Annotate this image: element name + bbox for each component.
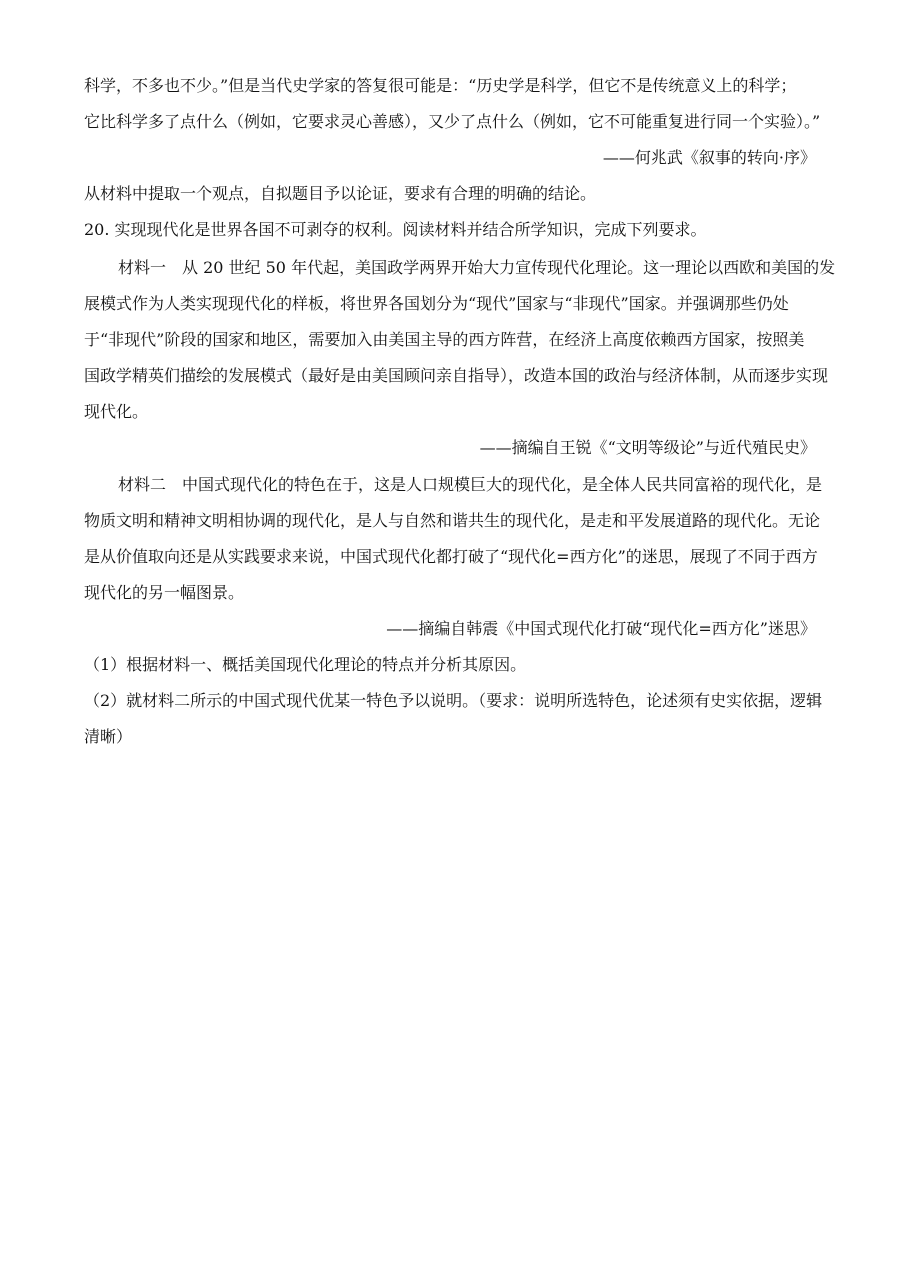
sub-question-2-line-2: 清晰） [84, 727, 133, 746]
material2-line-4: 现代化的另一幅图景。 [84, 583, 245, 602]
material2-line-3: 是从价值取向还是从实践要求来说，中国式现代化都打破了“现代化=西方化”的迷思，展现了不同于西方 [84, 547, 818, 566]
prev-quote-source: ——何兆武《叙事的转向·序》 [602, 148, 816, 167]
sub-question-1: （1）根据材料一、概括美国现代化理论的特点并分析其原因。 [84, 655, 527, 674]
material1-line-5: 现代化。 [84, 402, 149, 421]
material2-line-1: 材料二 中国式现代化的特色在于，这是人口规模巨大的现代化，是全体人民共同富裕的现代化，是 [118, 475, 823, 494]
prev-quote-line-2: 它比科学多了点什么（例如，它要求灵心善感），又少了点什么（例如，它不可能重复进行同一个实验）。” [84, 112, 821, 131]
material1-line-1: 材料一 从 20 世纪 50 年代起，美国政学两界开始大力宣传现代化理论。这一理论以西欧和美国的发 [118, 258, 836, 277]
material1-line-4: 国政学精英们描绘的发展模式（最好是由美国顾问亲自指导），改造本国的政治与经济体制，从而逐步实现 [84, 366, 829, 385]
sub-question-2-line-1: （2）就材料二所示的中国式现代优某一特色予以说明。（要求：说明所选特色，论述须有史实依据，逻辑 [84, 691, 823, 710]
material1-line-3: 于“非现代”阶段的国家和地区，需要加入由美国主导的西方阵营，在经济上高度依赖西方国家，按照美 [84, 330, 805, 349]
material1-source: ——摘编自王锐《“文明等级论”与近代殖民史》 [479, 438, 816, 457]
material1-line-2: 展模式作为人类实现现代化的样板，将世界各国划分为“现代”国家与“非现代”国家。并强调那些仍处 [84, 294, 789, 313]
material2-source: ——摘编自韩震《中国式现代化打破“现代化=西方化”迷思》 [386, 619, 816, 638]
prev-question-task: 从材料中提取一个观点，自拟题目予以论证，要求有合理的明确的结论。 [84, 184, 597, 203]
material2-line-2: 物质文明和精神文明相协调的现代化，是人与自然和谐共生的现代化，是走和平发展道路的现代化。无论 [84, 511, 821, 530]
question-20-stem: 20. 实现现代化是世界各国不可剥夺的权利。阅读材料并结合所学知识，完成下列要求。 [84, 220, 707, 239]
prev-quote-line-1: 科学，不多也不少。”但是当代史学家的答复很可能是：“历史学是科学，但它不是传统意义上的科学； [84, 76, 797, 95]
